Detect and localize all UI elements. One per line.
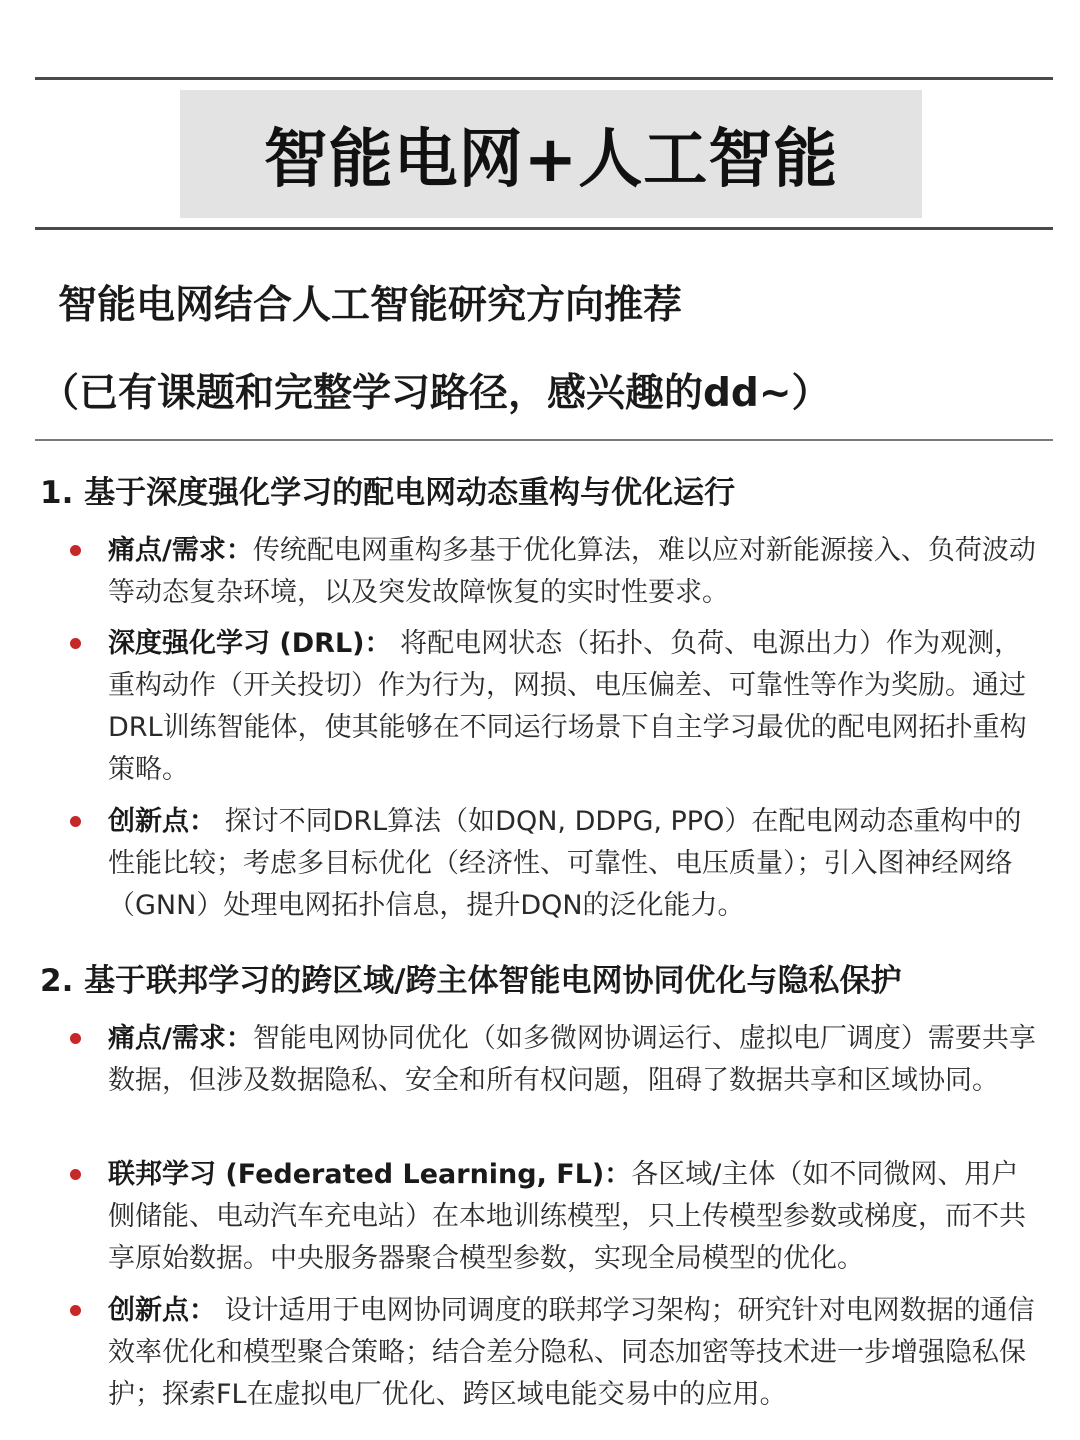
bullet-text: 将配电网状态（拓扑、负荷、电源出力）作为观测，重构动作（开关投切）作为行为，网损、电压偏差、可靠性等作为奖励。通过DRL训练智能体，使其能够在不同运行场景下自主学习最优的配电网拓扑重构策略。: [108, 628, 1027, 785]
section-1-bullet-drl: [108, 623, 1038, 791]
title-divider: [35, 227, 1053, 230]
section-2-bullet-pain-point: [108, 1018, 1038, 1102]
bullet-dot-icon: [70, 1169, 81, 1180]
bullet-text: 设计适用于电网协同调度的联邦学习架构；研究针对电网数据的通信效率优化和模型聚合策略；结合差分隐私、同态加密等技术进一步增强隐私保护；探索FL在虚拟电厂优化、跨区域电能交易中的应用。: [108, 1295, 1035, 1410]
bullet-text: 各区域/主体（如不同微网、用户侧储能、电动汽车充电站）在本地训练模型，只上传模型参数或梯度，而不共享原始数据。中央服务器聚合模型参数，实现全局模型的优化。: [108, 1159, 1026, 1274]
bullet-label: 联邦学习 (Federated Learning, FL)：: [108, 1159, 632, 1190]
section-2-bullet-innovation: [108, 1290, 1038, 1416]
section-2-heading: 2. 基于联邦学习的跨区域/跨主体智能电网协同优化与隐私保护: [40, 963, 902, 999]
page-title: 智能电网+人工智能: [263, 123, 839, 197]
subtitle-line-2: （已有课题和完整学习路径，感兴趣的dd~）: [40, 371, 831, 416]
title-banner: [180, 90, 922, 218]
bullet-dot-icon: [70, 638, 81, 649]
bullet-dot-icon: [70, 816, 81, 827]
bullet-label: 痛点/需求：: [108, 535, 253, 566]
section-1-bullet-innovation: [108, 801, 1038, 927]
section-2-bullet-federated-learning: [108, 1154, 1038, 1280]
bullet-dot-icon: [70, 545, 81, 556]
section-1-heading: 1. 基于深度强化学习的配电网动态重构与优化运行: [40, 475, 736, 511]
bullet-text: 探讨不同DRL算法（如DQN, DDPG, PPO）在配电网动态重构中的性能比较；考虑多目标优化（经济性、可靠性、电压质量）；引入图神经网络（GNN）处理电网拓扑信息，提升DQN的泛化能力。: [108, 806, 1022, 921]
subtitle-divider: [35, 439, 1053, 441]
bullet-text: 智能电网协同优化（如多微网协调运行、虚拟电厂调度）需要共享数据，但涉及数据隐私、安全和所有权问题，阻碍了数据共享和区域协同。: [108, 1023, 1036, 1096]
bullet-label: 深度强化学习 (DRL)：: [108, 628, 392, 659]
bullet-dot-icon: [70, 1033, 81, 1044]
section-1-bullet-pain-point: [108, 530, 1038, 614]
top-divider: [35, 77, 1053, 80]
bullet-label: 创新点：: [108, 1295, 216, 1326]
subtitle-line-1: 智能电网结合人工智能研究方向推荐: [58, 283, 683, 328]
bullet-dot-icon: [70, 1305, 81, 1316]
bullet-label: 创新点：: [108, 806, 216, 837]
bullet-label: 痛点/需求：: [108, 1023, 253, 1054]
bullet-text: 传统配电网重构多基于优化算法，难以应对新能源接入、负荷波动等动态复杂环境，以及突发故障恢复的实时性要求。: [108, 535, 1036, 608]
